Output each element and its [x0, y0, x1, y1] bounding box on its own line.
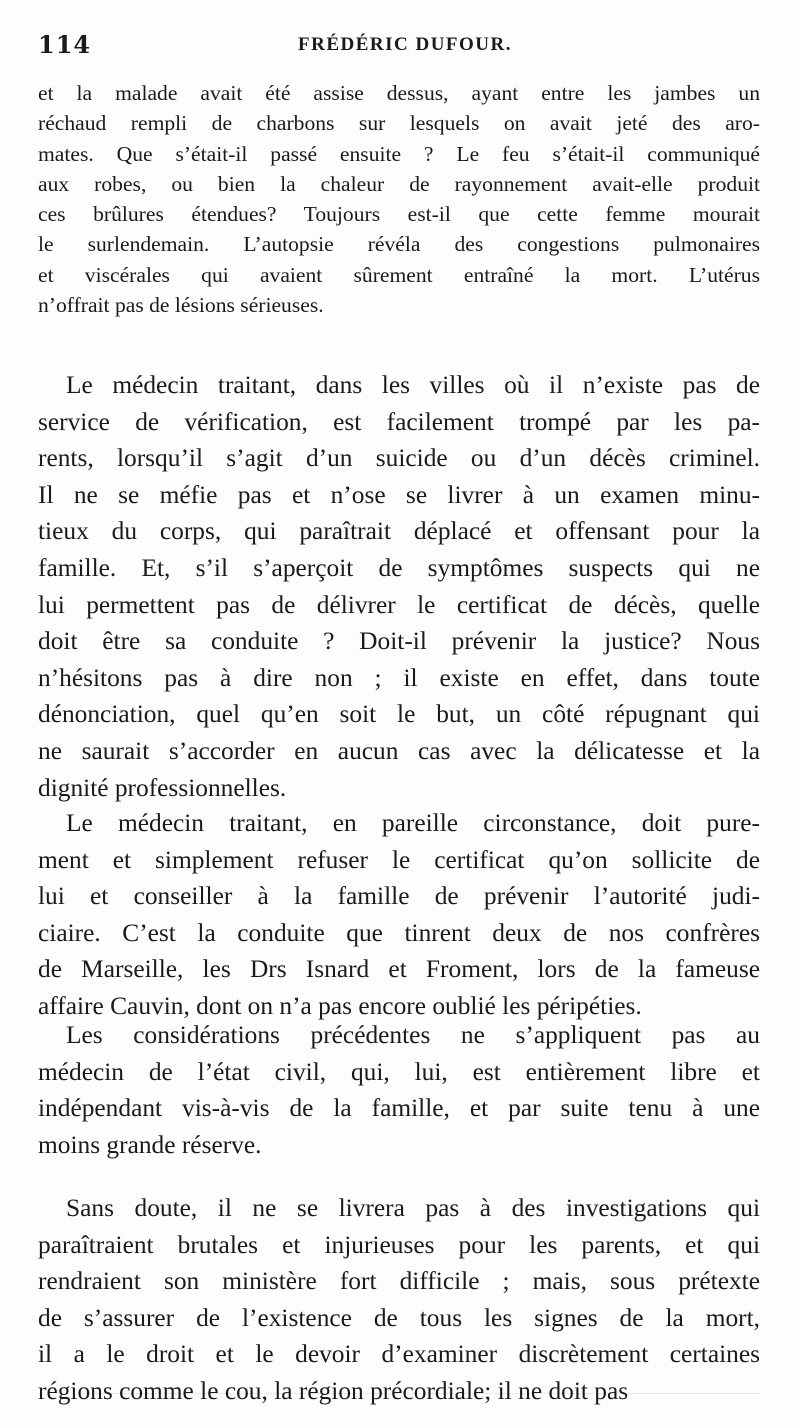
footer-ghost-rule: [80, 1393, 760, 1414]
text-line: doit être sa conduite ? Doit-il prévenir la justice? Nous: [38, 627, 760, 656]
text-line: paraîtraient brutales et injurieuses pour les parents, et qui: [38, 1230, 760, 1259]
text-line: indépendant vis-à-vis de la famille, et par suite tenu à une: [38, 1094, 760, 1123]
text-line: dénonciation, quel qu’en soit le but, un côté répugnant qui: [38, 700, 760, 729]
text-line: affaire Cauvin, dont on n’a pas encore oublié les péripéties.: [38, 991, 642, 1020]
text-line: Le médecin traitant, en pareille circonstance, doit pure-: [66, 809, 760, 837]
running-head: [38, 30, 762, 64]
page-number: 114: [38, 30, 92, 59]
text-line: réchaud rempli de charbons sur lesquels on avait jeté des aro-: [38, 111, 760, 136]
text-line: et la malade avait été assise dessus, ayant entre les jambes un: [38, 81, 760, 105]
text-line: mates. Que s’était-il passé ensuite ? Le feu s’était-il communiqué: [38, 141, 760, 166]
text-line: ne saurait s’accorder en aucun cas avec la délicatesse et la: [38, 736, 760, 765]
text-line: aux robes, ou bien la chaleur de rayonnement avait-elle produit: [38, 171, 760, 196]
text-line: Le médecin traitant, dans les villes où il n’existe pas de: [66, 371, 760, 399]
text-line: famille. Et, s’il s’aperçoit de symptômes suspects qui ne: [38, 553, 760, 582]
text-line: lui et conseiller à la famille de prévenir l’autorité judi-: [38, 882, 760, 911]
text-line: Les considérations précédentes ne s’appliquent pas au: [66, 1021, 760, 1049]
text-line: de Marseille, les Drs Isnard et Froment, lors de la fameuse: [38, 955, 760, 984]
text-line: médecin de l’état civil, qui, lui, est entièrement libre et: [38, 1057, 760, 1086]
text-line: rents, lorsqu’il s’agit d’un suicide ou d’un décès criminel.: [38, 444, 760, 473]
text-line: ces brûlures étendues? Toujours est-il que cette femme mourait: [38, 202, 760, 227]
text-line: Il ne se méfie pas et n’ose se livrer à un examen minu-: [38, 480, 760, 509]
text-line: n’hésitons pas à dire non ; il existe en effet, dans toute: [38, 663, 760, 692]
text-line: lui permettent pas de délivrer le certificat de décès, quelle: [38, 590, 760, 619]
text-line: et viscérales qui avaient sûrement entraîné la mort. L’utérus: [38, 262, 760, 287]
running-title: FRÉDÉRIC DUFOUR.: [298, 34, 512, 55]
text-line: ment et simplement refuser le certificat qu’on sollicite de: [38, 845, 760, 874]
text-line: moins grande réserve.: [38, 1130, 262, 1159]
text-line: il a le droit et le devoir d’examiner discrètement certaines: [38, 1340, 760, 1369]
paragraph-medecin-etat-civil: [38, 1017, 760, 1163]
text-line: rendraient son ministère fort difficile ; mais, sous prétexte: [38, 1267, 760, 1296]
paragraph-small-print: [38, 78, 760, 320]
text-line: ciaire. C’est la conduite que tinrent deux de nos confrères: [38, 918, 760, 947]
text-line: régions comme le cou, la région précordiale; il ne doit pas: [38, 1376, 629, 1405]
paragraph-sans-doute: [38, 1190, 760, 1410]
text-line: tieux du corps, qui paraîtrait déplacé et offensant pour la: [38, 517, 760, 546]
paragraph-medecin-traitant: [38, 367, 760, 806]
text-line: de s’assurer de l’existence de tous les signes de la mort,: [38, 1303, 760, 1332]
text-line: Sans doute, il ne se livrera pas à des investigations qui: [66, 1194, 760, 1222]
text-line: le surlendemain. L’autopsie révéla des congestions pulmonaires: [38, 232, 760, 257]
text-line: dignité professionnelles.: [38, 773, 287, 802]
paragraph-refuser-certificat: [38, 805, 760, 1025]
text-line: n’offrait pas de lésions sérieuses.: [38, 293, 324, 318]
text-line: service de vérification, est facilement trompé par les pa-: [38, 407, 760, 436]
